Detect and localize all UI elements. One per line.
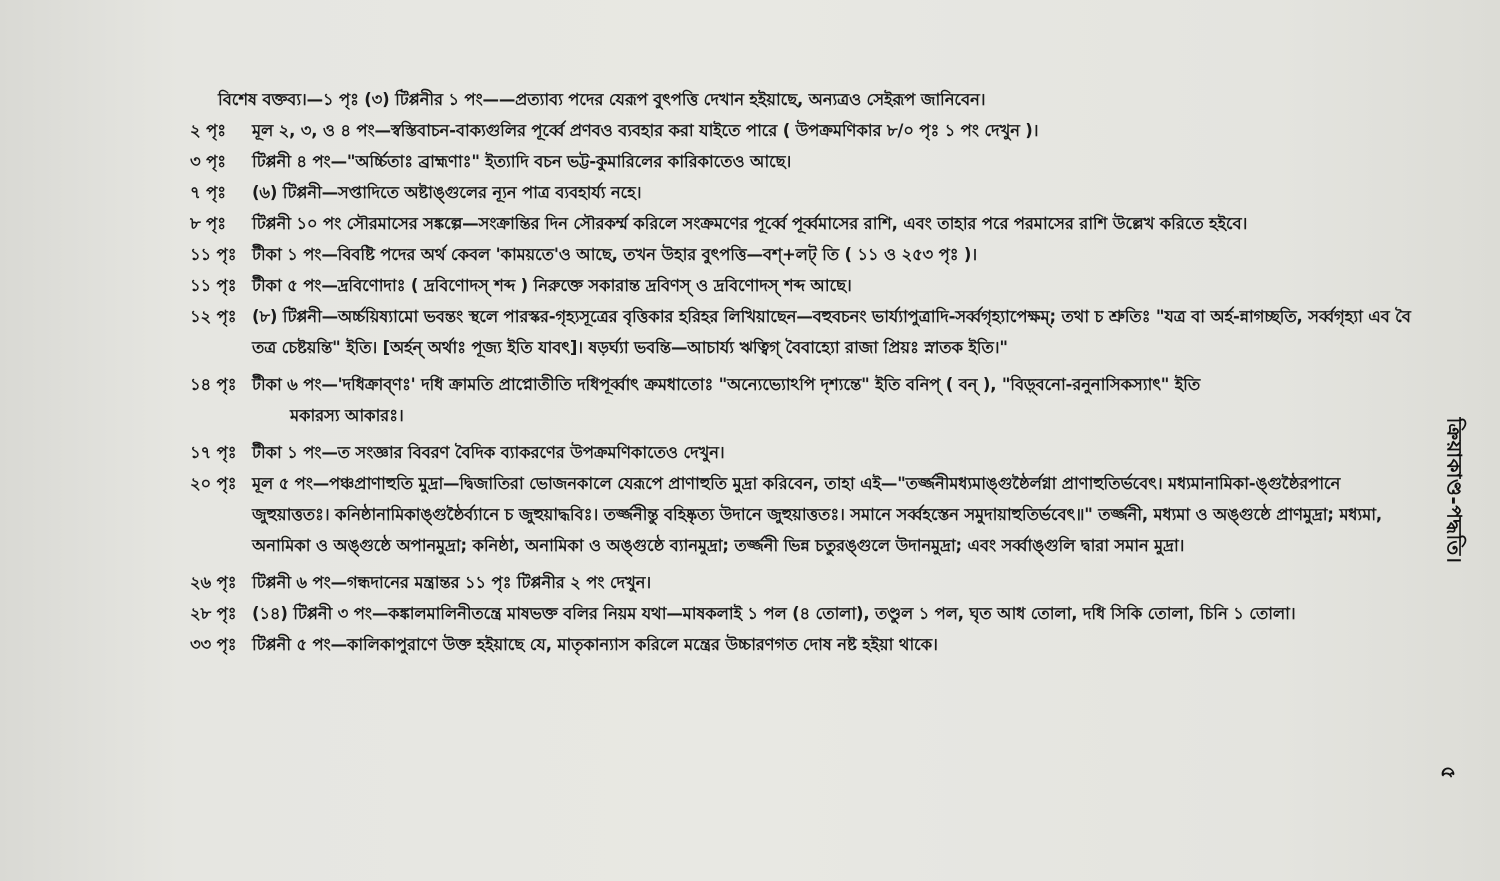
note-item xyxy=(190,629,1415,660)
note-text: (৬) টিপ্পনী—সপ্তাদিতে অষ্টাঙ্গুলের ন্যূন পাত্র ব্যবহার্য্য নহে। xyxy=(252,183,642,202)
intro-text: বিশেষ বক্তব্য।—১ পৃঃ (৩) টিপ্পনীর ১ পং——প্রত্যাব্য পদের যেরূপ বুৎপত্তি দেখান হইয়াছে, অন্যত্রও সেইরূপ জানিবেন। xyxy=(218,90,986,109)
note-page-ref: ১১ পৃঃ xyxy=(190,276,237,295)
note-item xyxy=(190,598,1415,629)
note-page-ref: ১৪ পৃঃ xyxy=(190,375,237,394)
note-text: (৮) টিপ্পনী—অর্চ্চয়িষ্যামো ভবন্তং স্থলে পারস্কর-গৃহ্যসূত্রের বৃত্তিকার হরিহর লিখিয়াছেন—বহুবচনং ভার্য্যাপুত্রাদি-সর্ব্বগৃহ্যাপেক্ষম্‌; তথা চ শ্রুতিঃ "যত্র বা অর্হ-ন্নাগচ্ছতি, সর্ব্বগৃহ্যা এব বৈ তত্র চেষ্টয়ন্তি" ইতি। [অর্হন্‌ অর্থাঃ পূজ্য ইতি যাবৎ]। ষড়র্ঘ্যা ভবন্তি—আচার্য্য ঋত্বিগ্‌ বৈবাহ্যো রাজা প্রিয়ঃ স্নাতক ইতি।" xyxy=(252,307,1411,357)
note-text: টীকা ৫ পং—দ্রবিণোদাঃ ( দ্রবিণোদস্‌ শব্দ ) নিরুক্তে সকারান্ত দ্রবিণস্‌ ও দ্রবিণোদস্‌ শব্দ আছে। xyxy=(252,276,852,295)
note-page-ref: ২৮ পৃঃ xyxy=(190,604,237,623)
note-page-ref: ২ পৃঃ xyxy=(190,121,226,140)
note-text: টিপ্পনী ১০ পং সৌরমাসের সঙ্কল্পে—সংক্রান্তির দিন সৌরকর্ম্ম করিলে সংক্রমণের পূর্ব্বে পূর্ব্বমাসের রাশি, এবং তাহার পরে পরমাসের রাশি উল্লেখ করিতে হইবে। xyxy=(252,214,1248,233)
note-item xyxy=(190,177,1415,208)
note-text: (১৪) টিপ্পনী ৩ পং—কঙ্কালমালিনীতন্ত্রে মাষভক্ত বলির নিয়ম যথা—মাষকলাই ১ পল (৪ তোলা), তণ্ডুল ১ পল, ঘৃত আধ তোলা, দধি সিকি তোলা, চিনি ১ তোলা। xyxy=(252,604,1296,623)
running-title-text: ক্রিয়াকাণ্ড-পদ্ধতি। xyxy=(1442,417,1467,563)
note-page-ref: ৮ পৃঃ xyxy=(190,214,226,233)
intro-note xyxy=(190,84,1415,115)
page-number: ৫ xyxy=(1436,766,1461,779)
note-page-ref: ১২ পৃঃ xyxy=(190,307,237,326)
note-page-ref: ২৬ পৃঃ xyxy=(190,573,237,592)
note-item xyxy=(190,468,1415,561)
note-item xyxy=(190,208,1415,239)
note-page-ref: ৩ পৃঃ xyxy=(190,152,226,171)
note-text: টিপ্পনী ৬ পং—গন্ধদানের মন্ত্রান্তর ১১ পৃঃ টিপ্পনীর ২ পং দেখুন। xyxy=(252,573,651,592)
note-page-ref: ১১ পৃঃ xyxy=(190,245,237,264)
note-text: টিপ্পনী ৪ পং—"অর্চ্চিতাঃ ব্রাহ্মণাঃ" ইত্যাদি বচন ভট্ট-কুমারিলের কারিকাতেও আছে। xyxy=(252,152,792,171)
running-title xyxy=(1432,290,1472,690)
note-text: টীকা ১ পং—ত সংজ্ঞার বিবরণ বৈদিক ব্যাকরণের উপক্রমণিকাতেও দেখুন। xyxy=(252,443,725,462)
note-text: টীকা ১ পং—বিবষ্টি পদের অর্থ কেবল 'কাময়তে'ও আছে, তখন উহার বুৎপত্তি—বশ্‌+লট্‌ তি ( ১১ ও ২৫৩ পৃঃ )। xyxy=(252,245,977,264)
note-page-ref: ১৭ পৃঃ xyxy=(190,443,237,462)
note-text: মূল ২, ৩, ও ৪ পং—স্বস্তিবাচন-বাক্যগুলির পূর্ব্বে প্রণবও ব্যবহার করা যাইতে পারে ( উপক্রমণিকার ৮/০ পৃঃ ১ পং দেখুন )। xyxy=(252,121,1039,140)
note-item xyxy=(190,115,1415,146)
note-text: টিপ্পনী ৫ পং—কালিকাপুরাণে উক্ত হইয়াছে যে, মাতৃকান্যাস করিলে মন্ত্রের উচ্চারণগত দোষ নষ্ট হইয়া থাকে। xyxy=(252,635,938,654)
note-item xyxy=(190,437,1415,468)
page-body xyxy=(190,84,1415,660)
note-page-ref: ৩৩ পৃঃ xyxy=(190,635,237,654)
note-text: টীকা ৬ পং—'দধিক্রাব্‌ণঃ' দধি ক্রামতি প্রাপ্নোতীতি দধিপূর্ব্বাৎ ক্রমধাতোঃ "অন্যেভ্যোঽপি দৃশ্যন্তে" ইতি বনিপ্‌ ( বন্‌ ), "বিড়্‌বনো-রনুনাসিকস্যাৎ" ইতি xyxy=(252,375,1201,394)
note-page-ref: ৭ পৃঃ xyxy=(190,183,226,202)
note-item xyxy=(190,567,1415,598)
note-continuation: মকারস্য আকারঃ। xyxy=(290,406,404,425)
note-item xyxy=(190,146,1415,177)
note-page-ref: ২০ পৃঃ xyxy=(190,474,237,493)
note-item xyxy=(190,301,1415,363)
note-item xyxy=(190,270,1415,301)
note-item xyxy=(190,239,1415,270)
note-text: মূল ৫ পং—পঞ্চপ্রাণাহুতি মুদ্রা—দ্বিজাতিরা ভোজনকালে যেরূপে প্রাণাহুতি মুদ্রা করিবেন, তাহা এই—"তর্জ্জনীমধ্যমাঙ্গুষ্ঠৈর্লগ্না প্রাণাহুতির্ভবেৎ। মধ্যমানামিকা-ঙ্গুষ্ঠৈরপানে জুহুয়াত্ততঃ। কনিষ্ঠানামিকাঙ্গুষ্ঠৈর্ব্যানে চ জুহুয়াদ্ধবিঃ। তর্জ্জনীন্তু বহিষ্কৃত্য উদানে জুহুয়াত্ততঃ। সমানে সর্ব্বহস্তেন সমুদায়াহুতির্ভবেৎ॥" তর্জ্জনী, মধ্যমা ও অঙ্গুষ্ঠে প্রাণমুদ্রা; মধ্যমা, অনামিকা ও অঙ্গুষ্ঠে অপানমুদ্রা; কনিষ্ঠা, অনামিকা ও অঙ্গুষ্ঠে ব্যানমুদ্রা; তর্জ্জনী ভিন্ন চতুরঙ্গুলে উদানমুদ্রা; এবং সর্ব্বাঙ্গুলি দ্বারা সমান মুদ্রা। xyxy=(252,474,1382,555)
note-item xyxy=(190,369,1415,431)
